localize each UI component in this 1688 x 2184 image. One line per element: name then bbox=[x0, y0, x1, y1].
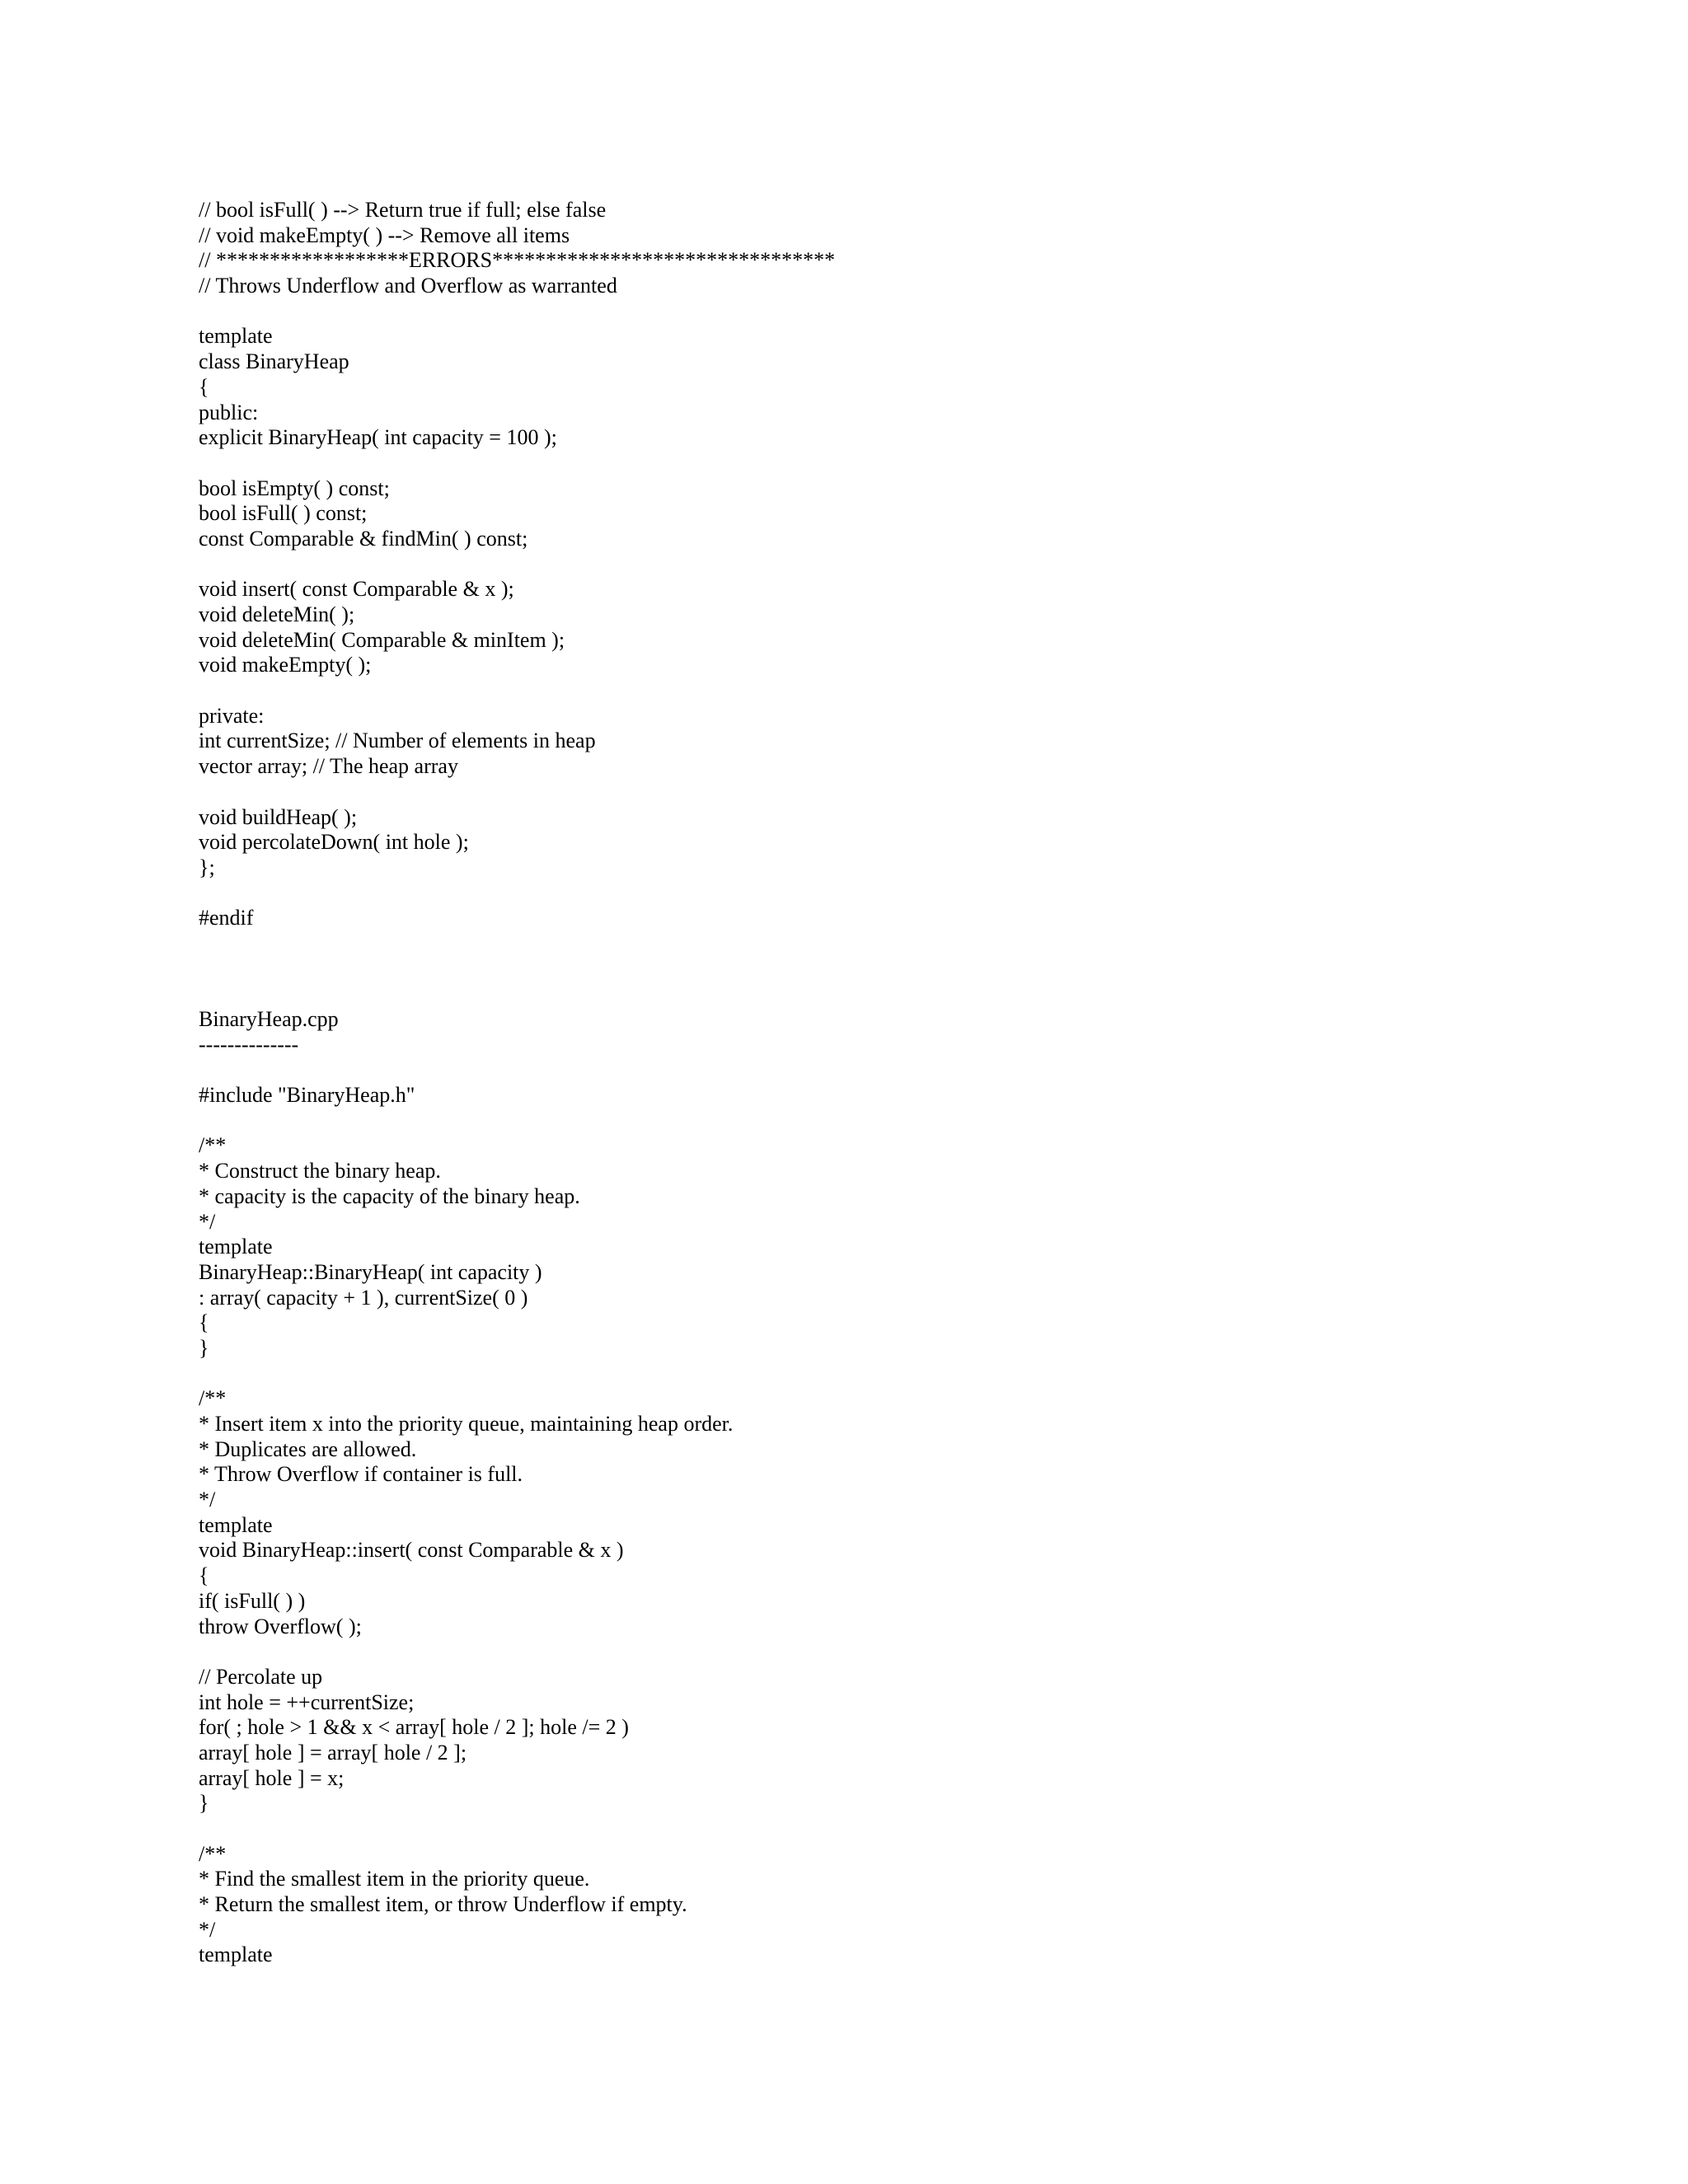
code-line: BinaryHeap.cpp bbox=[199, 1007, 339, 1031]
code-line: * Return the smallest item, or throw Underflow if empty. bbox=[199, 1892, 687, 1917]
code-line: : array( capacity + 1 ), currentSize( 0 ) bbox=[199, 1285, 528, 1310]
code-line: */ bbox=[199, 1917, 216, 1942]
code-line: void insert( const Comparable & x ); bbox=[199, 577, 514, 602]
code-line: * Duplicates are allowed. bbox=[199, 1436, 417, 1461]
code-line: // Throws Underflow and Overflow as warranted bbox=[199, 274, 617, 298]
blank-line bbox=[199, 1639, 1600, 1665]
blank-line bbox=[199, 1057, 1600, 1083]
code-line: * Insert item x into the priority queue, maintaining heap order. bbox=[199, 1412, 734, 1436]
code-line: * capacity is the capacity of the binary heap. bbox=[199, 1183, 580, 1208]
code-line: // bool isFull( ) --> Return true if full; else false bbox=[199, 198, 607, 222]
code-line: { bbox=[199, 1310, 209, 1335]
code-line: const Comparable & findMin( ) const; bbox=[199, 526, 528, 551]
code-line: // ******************ERRORS******************************** bbox=[199, 248, 836, 273]
blank-line bbox=[199, 982, 1600, 1007]
code-line: { bbox=[199, 1563, 209, 1588]
code-line: void BinaryHeap::insert( const Comparable & x ) bbox=[199, 1538, 624, 1563]
code-line: */ bbox=[199, 1488, 216, 1512]
code-line: int currentSize; // Number of elements in heap bbox=[199, 729, 596, 753]
blank-line bbox=[199, 552, 1600, 578]
code-line: vector array; // The heap array bbox=[199, 754, 458, 779]
blank-line bbox=[199, 1361, 1600, 1387]
code-line: template bbox=[199, 1512, 273, 1537]
code-line: */ bbox=[199, 1209, 216, 1234]
code-line: void percolateDown( int hole ); bbox=[199, 830, 469, 855]
code-line: void deleteMin( Comparable & minItem ); bbox=[199, 627, 565, 652]
blank-line bbox=[199, 957, 1600, 982]
code-line: public: bbox=[199, 400, 259, 424]
code-line: /** bbox=[199, 1133, 227, 1158]
code-line: array[ hole ] = x; bbox=[199, 1765, 345, 1790]
code-line: // void makeEmpty( ) --> Remove all items bbox=[199, 223, 570, 247]
code-line: * Throw Overflow if container is full. bbox=[199, 1462, 523, 1487]
blank-line bbox=[199, 881, 1600, 907]
code-line: void deleteMin( ); bbox=[199, 602, 355, 626]
code-line: private: bbox=[199, 703, 265, 728]
code-line: // Percolate up bbox=[199, 1664, 323, 1689]
code-line: if( isFull( ) ) bbox=[199, 1588, 306, 1613]
code-line: -------------- bbox=[199, 1032, 299, 1057]
code-line: void buildHeap( ); bbox=[199, 804, 358, 829]
code-line: for( ; hole > 1 && x < array[ hole / 2 ]; hole /= 2 ) bbox=[199, 1715, 629, 1740]
code-line: } bbox=[199, 1791, 209, 1816]
code-line: template bbox=[199, 1943, 273, 1967]
blank-line bbox=[199, 299, 1600, 325]
blank-line bbox=[199, 931, 1600, 957]
code-line: void makeEmpty( ); bbox=[199, 653, 372, 677]
code-line: /** bbox=[199, 1841, 227, 1866]
code-line: } bbox=[199, 1335, 209, 1360]
code-line: #include "BinaryHeap.h" bbox=[199, 1083, 415, 1108]
code-line: /** bbox=[199, 1386, 227, 1411]
code-line: class BinaryHeap bbox=[199, 349, 349, 374]
blank-line bbox=[199, 1816, 1600, 1842]
code-line: { bbox=[199, 374, 209, 399]
code-line: explicit BinaryHeap( int capacity = 100 ); bbox=[199, 425, 557, 450]
code-line: throw Overflow( ); bbox=[199, 1614, 362, 1638]
code-line: int hole = ++currentSize; bbox=[199, 1690, 415, 1714]
code-line: bool isFull( ) const; bbox=[199, 501, 368, 526]
code-line: * Construct the binary heap. bbox=[199, 1159, 441, 1183]
blank-line bbox=[199, 451, 1600, 476]
code-line: template bbox=[199, 1235, 273, 1259]
code-listing bbox=[199, 198, 1600, 1968]
blank-line bbox=[199, 1108, 1600, 1134]
code-line: template bbox=[199, 324, 273, 349]
code-line: #endif bbox=[199, 906, 254, 930]
code-line: }; bbox=[199, 855, 215, 879]
code-line: bool isEmpty( ) const; bbox=[199, 476, 390, 500]
blank-line bbox=[199, 780, 1600, 805]
code-line: array[ hole ] = array[ hole / 2 ]; bbox=[199, 1740, 467, 1765]
blank-line bbox=[199, 678, 1600, 704]
code-line: BinaryHeap::BinaryHeap( int capacity ) bbox=[199, 1259, 542, 1284]
code-line: * Find the smallest item in the priority queue. bbox=[199, 1867, 590, 1891]
